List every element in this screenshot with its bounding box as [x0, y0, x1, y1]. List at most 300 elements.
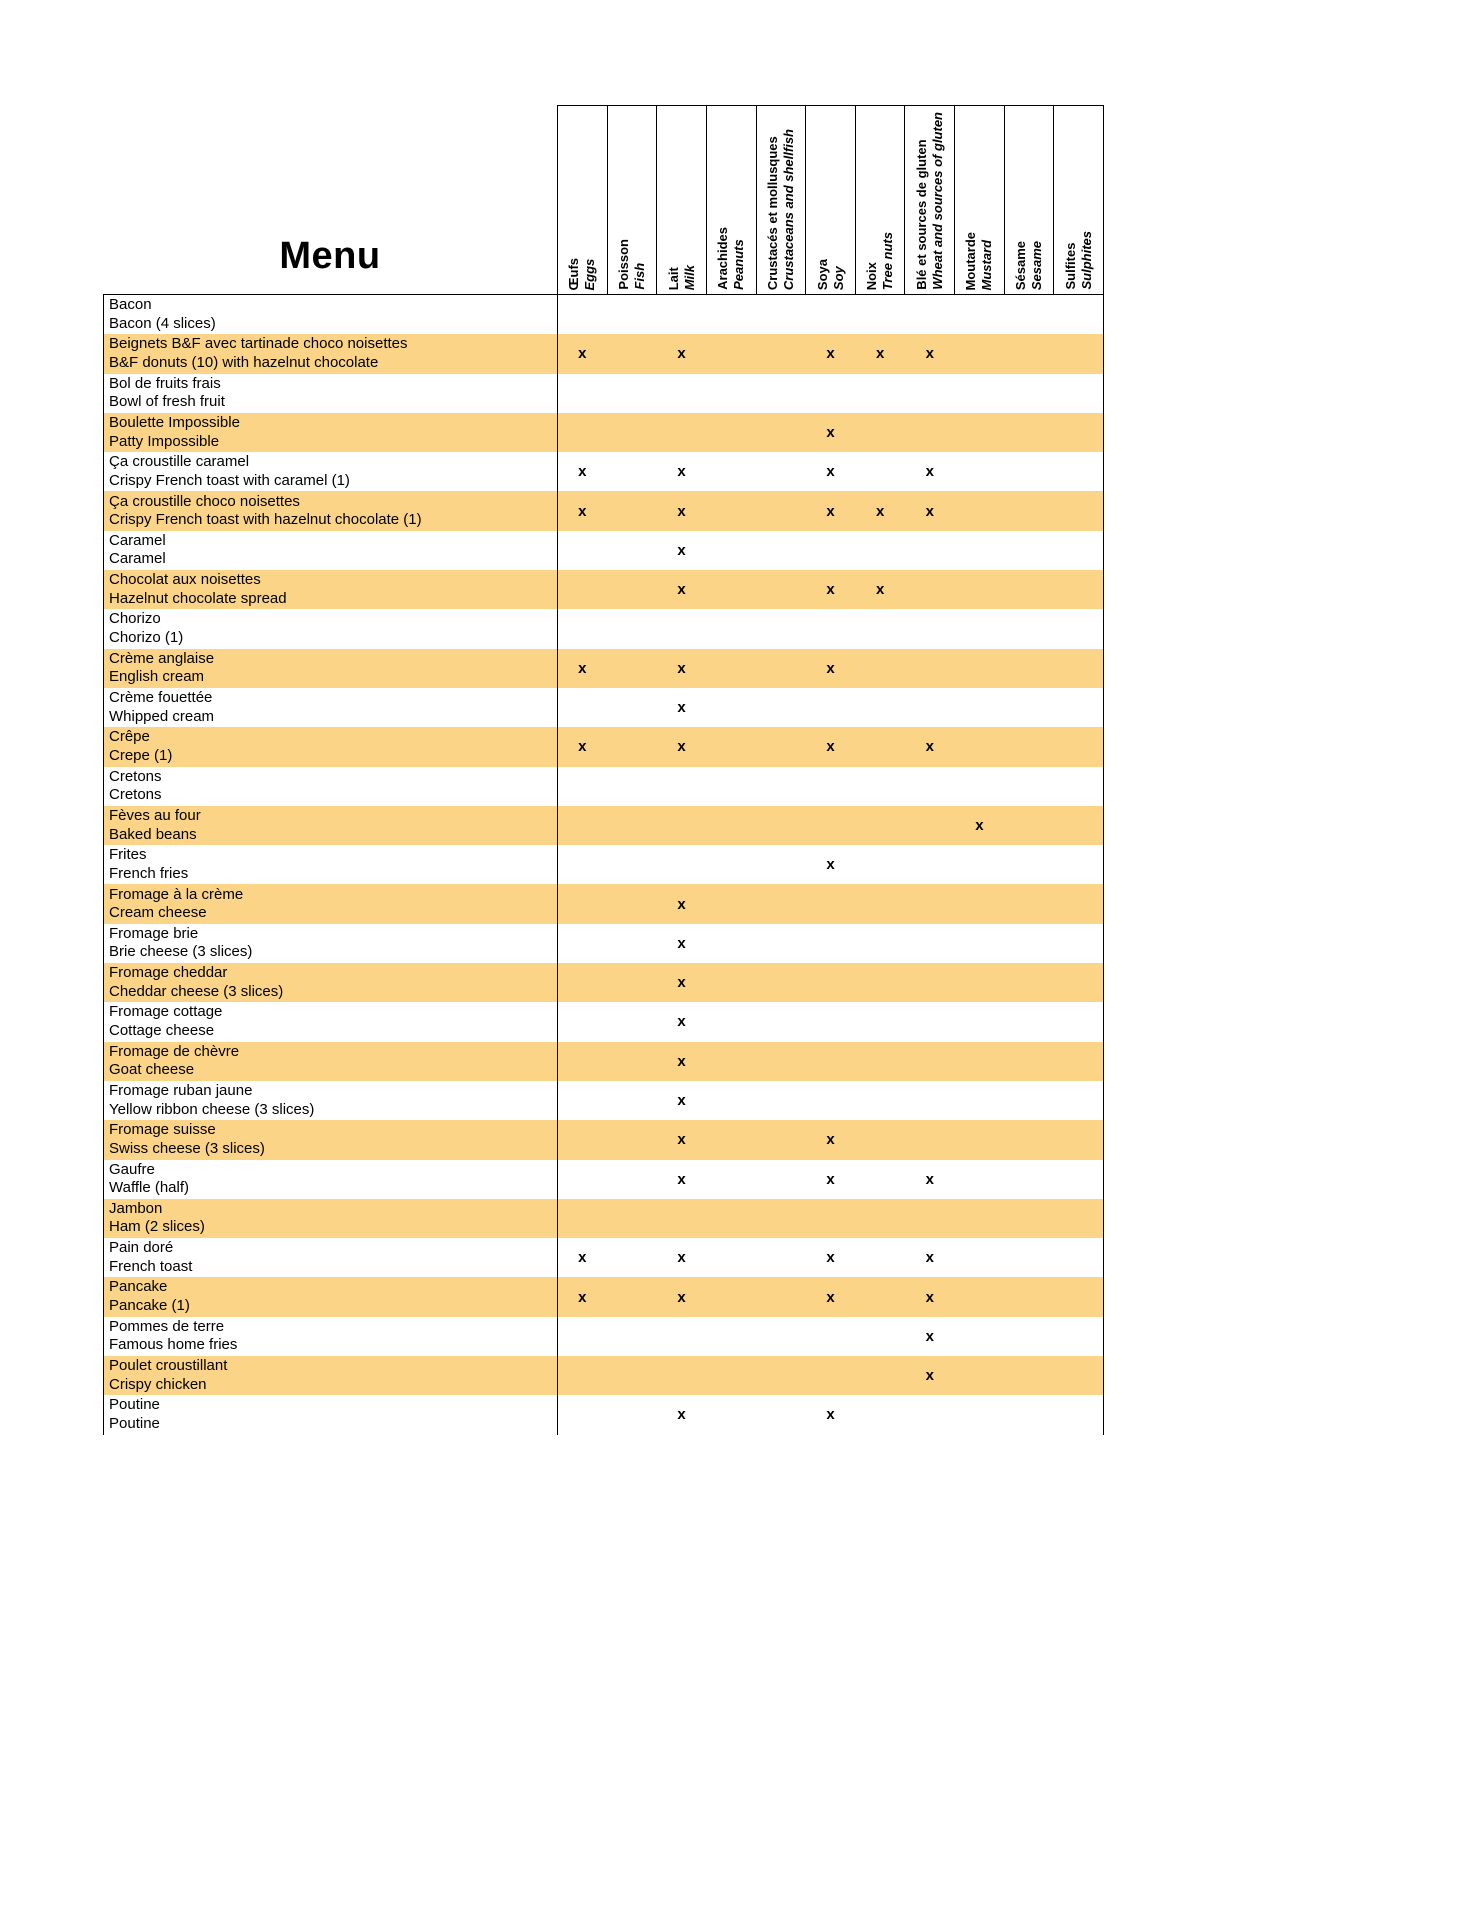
menu-item-name-en: Crispy French toast with hazelnut chocolate (1): [109, 511, 422, 529]
allergen-cell: [805, 1356, 855, 1395]
allergen-mark: x: [826, 581, 835, 599]
allergen-cell: [954, 1081, 1004, 1120]
allergen-cell: [1004, 374, 1054, 413]
menu-item-name-en: Baked beans: [109, 825, 197, 843]
allergen-mark: x: [826, 345, 835, 363]
allergen-mark: x: [677, 738, 686, 756]
allergen-marks: [557, 1120, 1104, 1159]
menu-item-name-fr: Fromage suisse: [109, 1121, 216, 1139]
menu-item-name-en: Goat cheese: [109, 1061, 195, 1079]
allergen-cell: [607, 1199, 657, 1238]
allergen-mark: x: [925, 1288, 934, 1306]
allergen-marks: [557, 1356, 1104, 1395]
menu-item-name-en: French fries: [109, 864, 189, 882]
menu-item-name-fr: Beignets B&F avec tartinade choco noisettes: [109, 335, 408, 353]
menu-item-name: [103, 845, 557, 884]
menu-row: [103, 649, 1104, 688]
allergen-cell: [1053, 845, 1104, 884]
allergen-cell: [805, 1042, 855, 1081]
menu-item-name-fr: Bol de fruits frais: [109, 374, 221, 392]
allergen-cell: [607, 1277, 657, 1316]
allergen-cell: [557, 1395, 607, 1434]
allergen-cell: [1004, 609, 1054, 648]
menu-item-name: [103, 491, 557, 530]
allergen-marks: [557, 491, 1104, 530]
allergen-cell: [954, 1160, 1004, 1199]
allergen-cell: [805, 531, 855, 570]
menu-row: [103, 924, 1104, 963]
allergen-cell: [1004, 767, 1054, 806]
allergen-marks: [557, 1042, 1104, 1081]
allergen-cell: [855, 1042, 905, 1081]
allergen-mark: x: [875, 345, 885, 363]
allergen-cell: [706, 1002, 756, 1041]
menu-row: [103, 570, 1104, 609]
allergen-cell: [607, 924, 657, 963]
allergen-cell: [954, 688, 1004, 727]
menu-item-name-fr: Bacon: [109, 296, 152, 314]
allergen-mark: x: [925, 1249, 934, 1267]
menu-item-name-fr: Pain doré: [109, 1239, 174, 1257]
column-header-10: [1053, 106, 1104, 294]
menu-item-name: [103, 570, 557, 609]
allergen-mark: x: [677, 1406, 686, 1424]
allergen-cell: [756, 1042, 806, 1081]
allergen-cell: [1004, 649, 1054, 688]
menu-item-name: [103, 1277, 557, 1316]
menu-item-name: [103, 884, 557, 923]
allergen-cell: [756, 295, 806, 334]
menu-item-name-en: Poutine: [109, 1414, 160, 1432]
allergen-mark: x: [925, 1170, 934, 1188]
allergen-marks: [557, 688, 1104, 727]
allergen-cell: [1004, 806, 1054, 845]
column-header-1: [607, 106, 657, 294]
menu-item-name-fr: Crêpe: [109, 728, 150, 746]
menu-row: [103, 963, 1104, 1002]
menu-item-name-en: Yellow ribbon cheese (3 slices): [109, 1100, 315, 1118]
menu-item-name-en: Crepe (1): [109, 746, 173, 764]
allergen-cell: [1004, 1317, 1054, 1356]
allergen-marks: [557, 1081, 1104, 1120]
allergen-cell: [607, 688, 657, 727]
allergen-cell: [756, 1356, 806, 1395]
allergen-cell: [1053, 806, 1104, 845]
allergen-cell: [756, 413, 806, 452]
allergen-mark: x: [826, 738, 835, 756]
allergen-cell: [557, 1356, 607, 1395]
allergen-cell: [1004, 531, 1054, 570]
allergen-cell: [855, 413, 905, 452]
allergen-cell: [706, 413, 756, 452]
allergen-marks: [557, 806, 1104, 845]
allergen-cell: [706, 924, 756, 963]
menu-row: [103, 884, 1104, 923]
allergen-cell: [756, 845, 806, 884]
allergen-cell: [557, 688, 607, 727]
allergen-cell: [557, 413, 607, 452]
allergen-cell: [756, 884, 806, 923]
menu-row: [103, 1199, 1104, 1238]
column-header-6: [855, 106, 905, 294]
allergen-cell: [1004, 1042, 1054, 1081]
allergen-cell: [607, 334, 657, 373]
allergen-cell: [855, 1120, 905, 1159]
menu-item-name-en: Bowl of fresh fruit: [109, 393, 225, 411]
allergen-cell: [756, 374, 806, 413]
allergen-cell: [1004, 727, 1054, 766]
allergen-cell: [954, 649, 1004, 688]
allergen-cell: [706, 1081, 756, 1120]
allergen-cell: [1004, 845, 1054, 884]
allergen-cell: [756, 1199, 806, 1238]
allergen-cell: [855, 1317, 905, 1356]
allergen-cell: [706, 688, 756, 727]
allergen-mark: x: [677, 1013, 686, 1031]
allergen-cell: [1053, 1238, 1104, 1277]
allergen-mark: x: [677, 1092, 686, 1110]
allergen-mark: x: [677, 1131, 686, 1149]
menu-item-name-en: Cretons: [109, 786, 162, 804]
allergen-cell: [557, 806, 607, 845]
allergen-cell: [656, 1199, 706, 1238]
menu-item-name-en: B&F donuts (10) with hazelnut chocolate: [109, 353, 379, 371]
allergen-cell: [954, 1395, 1004, 1434]
allergen-cell: [607, 1120, 657, 1159]
menu-item-name: [103, 413, 557, 452]
allergen-marks: [557, 452, 1104, 491]
allergen-cell: [954, 1002, 1004, 1041]
column-header-8: [954, 106, 1004, 294]
allergen-cell: [805, 767, 855, 806]
allergen-mark: x: [677, 502, 686, 520]
allergen-cell: [805, 924, 855, 963]
allergen-cell: [756, 609, 806, 648]
allergen-cell: [855, 1395, 905, 1434]
allergen-cell: [1004, 1120, 1054, 1159]
allergen-cell: [904, 1081, 954, 1120]
allergen-cell: [706, 570, 756, 609]
allergen-cell: [607, 1160, 657, 1199]
allergen-cell: [1053, 295, 1104, 334]
allergen-cell: [607, 1002, 657, 1041]
allergen-mark: x: [826, 502, 835, 520]
column-header-4: [756, 106, 806, 294]
allergen-cell: [607, 295, 657, 334]
allergen-cell: [904, 570, 954, 609]
allergen-cell: [756, 767, 806, 806]
allergen-cell: [607, 1356, 657, 1395]
allergen-cell: [1053, 374, 1104, 413]
allergen-cell: [756, 334, 806, 373]
allergen-cell: [706, 727, 756, 766]
menu-item-name-fr: Ça croustille choco noisettes: [109, 492, 300, 510]
allergen-mark: x: [557, 334, 607, 373]
allergen-marks: [557, 649, 1104, 688]
allergen-cell: [1004, 1081, 1054, 1120]
menu-item-name-fr: Jambon: [109, 1199, 163, 1217]
allergen-cell: [607, 609, 657, 648]
table-header: [103, 105, 1104, 295]
allergen-cell: [904, 295, 954, 334]
menu-row: [103, 806, 1104, 845]
allergen-mark: x: [677, 1249, 686, 1267]
menu-row: [103, 374, 1104, 413]
allergen-cell: [1053, 413, 1104, 452]
menu-row: [103, 609, 1104, 648]
allergen-marks: [557, 570, 1104, 609]
allergen-mark: x: [875, 581, 885, 599]
allergen-cell: [954, 413, 1004, 452]
allergen-cell: [656, 1356, 706, 1395]
allergen-cell: [954, 1277, 1004, 1316]
menu-item-name-en: Cream cheese: [109, 904, 207, 922]
allergen-cell: [904, 531, 954, 570]
allergen-cell: [607, 531, 657, 570]
allergen-cell: [855, 727, 905, 766]
allergen-cell: [1053, 1356, 1104, 1395]
allergen-cell: [607, 1317, 657, 1356]
allergen-cell: [607, 963, 657, 1002]
allergen-cell: [557, 884, 607, 923]
allergen-cell: [607, 1042, 657, 1081]
allergen-cell: [706, 649, 756, 688]
menu-item-name-en: Cheddar cheese (3 slices): [109, 982, 284, 1000]
allergen-cell: [656, 845, 706, 884]
allergen-cell: [1053, 609, 1104, 648]
allergen-cell: [756, 806, 806, 845]
allergen-cell: [904, 767, 954, 806]
allergen-cell: [656, 806, 706, 845]
allergen-cell: [1053, 963, 1104, 1002]
allergen-cell: [706, 1395, 756, 1434]
menu-item-name: [103, 1042, 557, 1081]
allergen-mark: x: [677, 1052, 686, 1070]
allergen-cell: [607, 767, 657, 806]
allergen-cell: [557, 924, 607, 963]
allergen-cell: [1053, 1277, 1104, 1316]
menu-item-name-en: Bacon (4 slices): [109, 314, 216, 332]
allergen-marks: [557, 413, 1104, 452]
allergen-cell: [706, 1120, 756, 1159]
allergen-cell: [855, 649, 905, 688]
column-header-label: Moutarde Mustard: [963, 231, 995, 290]
allergen-cell: [656, 374, 706, 413]
allergen-cell: [954, 452, 1004, 491]
column-header-label: Poisson Fish: [615, 239, 647, 290]
allergen-mark: x: [557, 1277, 607, 1316]
menu-item-name: [103, 334, 557, 373]
menu-row: [103, 1356, 1104, 1395]
allergen-marks: [557, 1160, 1104, 1199]
allergen-cell: [706, 1317, 756, 1356]
menu-item-name: [103, 1120, 557, 1159]
allergen-cell: [756, 649, 806, 688]
allergen-cell: [1053, 1081, 1104, 1120]
allergen-cell: [904, 1120, 954, 1159]
menu-item-name-fr: Caramel: [109, 531, 166, 549]
allergen-cell: [805, 609, 855, 648]
allergen-cell: [1053, 649, 1104, 688]
allergen-cell: [954, 1317, 1004, 1356]
allergen-cell: [1004, 1277, 1054, 1316]
allergen-mark: x: [925, 345, 934, 363]
allergen-cell: [557, 845, 607, 884]
allergen-cell: [954, 884, 1004, 923]
allergen-cell: [706, 963, 756, 1002]
allergen-cell: [607, 1395, 657, 1434]
allergen-mark: x: [975, 817, 984, 834]
allergen-cell: [756, 688, 806, 727]
allergen-cell: [904, 374, 954, 413]
allergen-cell: [954, 1238, 1004, 1277]
menu-item-name: [103, 727, 557, 766]
allergen-mark: x: [677, 659, 686, 677]
menu-item-name: [103, 1199, 557, 1238]
menu-item-name-fr: Pancake: [109, 1278, 168, 1296]
allergen-cell: [904, 845, 954, 884]
menu-item-name: [103, 452, 557, 491]
menu-item-name-fr: Fromage cottage: [109, 1003, 223, 1021]
column-header-label: Œufs Eggs: [566, 257, 598, 290]
allergen-mark: x: [826, 1249, 835, 1267]
allergen-mark: x: [677, 345, 686, 363]
menu-item-name-fr: Ça croustille caramel: [109, 453, 250, 471]
allergen-cell: [557, 374, 607, 413]
allergen-cell: [1053, 1317, 1104, 1356]
allergen-marks: [557, 1238, 1104, 1277]
allergen-cell: [706, 609, 756, 648]
column-header-label: Blé et sources de gluten Wheat and sources of gluten: [913, 112, 945, 290]
allergen-cell: [656, 767, 706, 806]
allergen-marks: [557, 963, 1104, 1002]
allergen-cell: [1053, 727, 1104, 766]
allergen-cell: [855, 1002, 905, 1041]
allergen-cell: [1053, 1395, 1104, 1434]
allergen-cell: [1053, 884, 1104, 923]
allergen-cell: [904, 1042, 954, 1081]
allergen-cell: [1053, 570, 1104, 609]
allergen-cell: [1053, 531, 1104, 570]
allergen-mark: x: [826, 424, 835, 442]
menu-item-name-fr: Crème anglaise: [109, 649, 215, 667]
allergen-mark: x: [557, 649, 607, 688]
allergen-cell: [855, 963, 905, 1002]
allergen-cell: [756, 531, 806, 570]
menu-item-name-fr: Chocolat aux noisettes: [109, 571, 261, 589]
allergen-cell: [1004, 688, 1054, 727]
column-header-7: [904, 106, 954, 294]
menu-row: [103, 727, 1104, 766]
allergen-cell: [1004, 924, 1054, 963]
column-header-label: Lait Milk: [665, 264, 697, 290]
allergen-cell: [1004, 884, 1054, 923]
allergen-cell: [706, 1238, 756, 1277]
menu-item-name: [103, 767, 557, 806]
allergen-cell: [557, 1120, 607, 1159]
allergen-marks: [557, 531, 1104, 570]
allergen-mark: x: [677, 541, 686, 559]
allergen-cell: [706, 374, 756, 413]
allergen-cell: [855, 924, 905, 963]
allergen-marks: [557, 767, 1104, 806]
menu-item-name-fr: Frites: [109, 846, 147, 864]
allergen-cell: [756, 924, 806, 963]
menu-item-name-en: Whipped cream: [109, 707, 215, 725]
allergen-cell: [855, 1356, 905, 1395]
allergen-cell: [855, 531, 905, 570]
allergen-cell: [855, 609, 905, 648]
allergen-cell: [706, 884, 756, 923]
allergen-cell: [855, 1238, 905, 1277]
allergen-cell: [855, 806, 905, 845]
allergen-cell: [756, 1238, 806, 1277]
allergen-cell: [557, 295, 607, 334]
menu-item-name-fr: Fromage de chèvre: [109, 1042, 240, 1060]
allergen-cell: [805, 1199, 855, 1238]
allergen-cell: [904, 413, 954, 452]
allergen-cell: [1004, 1356, 1054, 1395]
allergen-cell: [855, 688, 905, 727]
allergen-cell: [607, 845, 657, 884]
menu-row: [103, 1081, 1104, 1120]
allergen-cell: [855, 845, 905, 884]
allergen-marks: [557, 1395, 1104, 1434]
allergen-cell: [805, 1002, 855, 1041]
allergen-cell: [756, 963, 806, 1002]
menu-item-name-en: Crispy French toast with caramel (1): [109, 471, 350, 489]
allergen-cell: [706, 452, 756, 491]
allergen-cell: [805, 688, 855, 727]
menu-item-name-fr: Fromage ruban jaune: [109, 1081, 253, 1099]
allergen-cell: [756, 1002, 806, 1041]
allergen-cell: [557, 531, 607, 570]
menu-row: [103, 1120, 1104, 1159]
allergen-cell: [607, 570, 657, 609]
allergen-cell: [557, 1317, 607, 1356]
allergen-cell: [756, 1277, 806, 1316]
allergen-cell: [656, 1317, 706, 1356]
allergen-cell: [706, 531, 756, 570]
allergen-marks: [557, 1277, 1104, 1316]
allergen-marks: [557, 334, 1104, 373]
allergen-cell: [805, 1081, 855, 1120]
menu-item-name: [103, 295, 557, 334]
menu-item-name-en: Patty Impossible: [109, 432, 220, 450]
allergen-cell: [706, 334, 756, 373]
menu-item-name: [103, 609, 557, 648]
allergen-cell: [1053, 924, 1104, 963]
menu-row: [103, 452, 1104, 491]
menu-item-name-fr: Poulet croustillant: [109, 1357, 228, 1375]
allergen-cell: [954, 334, 1004, 373]
allergen-marks: [557, 295, 1104, 334]
allergen-cell: [855, 884, 905, 923]
allergen-cell: [756, 1317, 806, 1356]
allergen-cell: [557, 570, 607, 609]
allergen-mark: x: [826, 463, 835, 481]
menu-row: [103, 1317, 1104, 1356]
column-header-label: Crustacés et mollusques Crustaceans and shellfish: [764, 128, 796, 290]
table-body: [103, 295, 1104, 1435]
allergen-cell: [954, 491, 1004, 530]
menu-item-name: [103, 649, 557, 688]
allergen-cell: [904, 1199, 954, 1238]
allergen-cell: [656, 413, 706, 452]
allergen-cell: [607, 727, 657, 766]
menu-item-name-en: Pancake (1): [109, 1297, 190, 1315]
menu-row: [103, 1395, 1104, 1434]
